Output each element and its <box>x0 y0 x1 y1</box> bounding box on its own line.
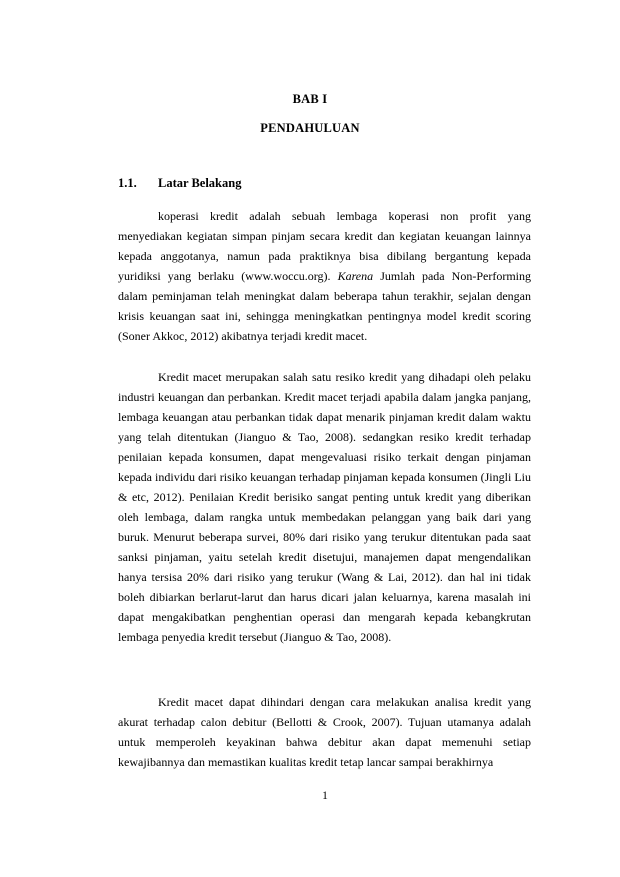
paragraph-1-text-b: Jumlah pada Non-Performing dalam peminjaman telah meningkat dalam beberapa tahun terakhir, sejalan dengan krisis keuangan saat ini, sehingga meningkatkan pentingnya model kredit scoring (Soner Akkoc, 2012) akibatnya terjadi kredit macet. <box>118 269 531 343</box>
section-heading <box>118 176 241 191</box>
paragraph-1 <box>118 206 531 346</box>
chapter-label: BAB I <box>292 92 328 106</box>
paragraph-1-italic: Karena <box>337 269 374 283</box>
paragraph-2-text: Kredit macet merupakan salah satu resiko kredit yang dihadapi oleh pelaku industri keuangan dan perbankan. Kredit macet terjadi apabila dalam jangka panjang, lembaga keuangan atau perbankan tidak dapat menarik pinjaman kredit dalam waktu yang telah ditentukan (Jianguo & Tao, 2008). sedangkan resiko kredit terhadap penilaian kepada konsumen, dapat mengevaluasi risiko terkait dengan pinjaman kepada individu dari risiko keuangan terhadap pinjaman kepada konsumen (Jingli Liu & etc, 2012). Penilaian Kredit berisiko sangat penting untuk kredit yang diberikan oleh lembaga, dalam rangka untuk membedakan pelanggan yang baik dari yang buruk. Menurut beberapa survei, 80% dari risiko yang terukur ditentukan pada saat sanksi pinjaman, yaitu setelah kredit disetujui, manajemen dapat mengendalikan hanya tersisa 20% dari risiko yang terukur (Wang & Lai, 2012). dan hal ini tidak boleh dibiarkan berlarut-larut dan harus dicari jalan keluarnya, karena masalah ini dapat mengakibatkan penghentian operasi dan mengarah kepada kebangkrutan lembaga penyedia kredit tersebut (Jianguo & Tao, 2008). <box>118 370 531 644</box>
paragraph-1-text-a: koperasi kredit adalah sebuah lembaga koperasi non profit yang menyediakan kegiatan simpan pinjam secara kredit dan kegiatan keuangan lainnya kepada anggotanya, namun pada praktiknya bisa dibilang bergantung kepada yuridiksi yang berlaku (www.woccu.org). <box>118 209 531 283</box>
page-number: 1 <box>322 790 328 802</box>
section-title: Latar Belakang <box>158 176 242 190</box>
section-number: 1.1. <box>118 176 137 190</box>
paragraph-1-text <box>118 206 531 346</box>
paragraph-3 <box>118 692 531 772</box>
paragraph-3-text: Kredit macet dapat dihindari dengan cara melakukan analisa kredit yang akurat terhadap calon debitur (Bellotti & Crook, 2007). Tujuan utamanya adalah untuk memperoleh keyakinan bahwa debitur akan dapat memenuhi setiap kewajibannya dan memastikan kualitas kredit tetap lancar sampai berakhirnya <box>118 695 531 769</box>
paragraph-2 <box>118 367 531 647</box>
chapter-title: PENDAHULUAN <box>260 121 360 135</box>
